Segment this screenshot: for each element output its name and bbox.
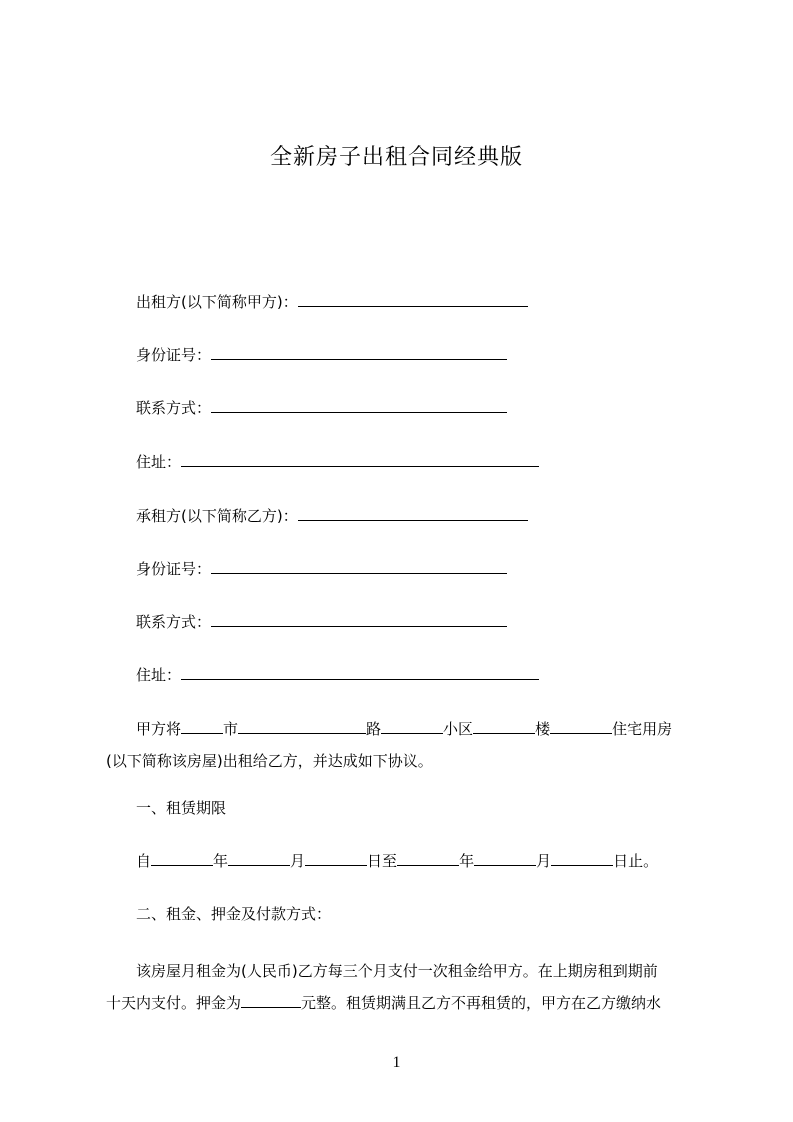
property-text-3: 路 xyxy=(366,720,382,738)
property-text-5: 楼 xyxy=(535,720,551,738)
lease-term-text-6: 月 xyxy=(536,852,552,870)
lessor-name-label: 出租方(以下简称甲方)： xyxy=(136,293,298,311)
rent-paragraph xyxy=(106,955,700,1019)
lessor-address-label: 住址： xyxy=(136,453,182,471)
lessee-contact-line xyxy=(136,610,507,634)
lessee-address-line xyxy=(136,663,539,687)
lease-end-day-blank xyxy=(551,849,613,866)
lessee-contact-blank xyxy=(211,610,507,627)
lessor-contact-blank xyxy=(211,396,507,413)
lease-term-text-7: 日止。 xyxy=(613,852,659,870)
property-line-1 xyxy=(106,713,700,745)
property-text-2: 市 xyxy=(223,720,239,738)
lessor-address-line xyxy=(136,450,539,474)
lease-end-year-blank xyxy=(397,849,459,866)
lessor-id-label: 身份证号： xyxy=(136,346,212,364)
lessee-name-blank xyxy=(298,504,528,521)
property-blank-building xyxy=(473,717,535,734)
deposit-blank xyxy=(241,991,301,1008)
property-blank-road xyxy=(238,717,366,734)
property-blank-unit xyxy=(550,717,612,734)
lessor-contact-label: 联系方式： xyxy=(136,399,212,417)
property-blank-city xyxy=(181,717,223,734)
lessor-address-blank xyxy=(181,450,539,467)
section2-heading: 二、租金、押金及付款方式： xyxy=(136,905,332,923)
page-number: 1 xyxy=(392,1054,401,1071)
lessee-id-line xyxy=(136,557,507,581)
lessee-name-label: 承租方(以下简称乙方)： xyxy=(136,507,298,525)
lessee-name-line xyxy=(136,504,528,528)
lessee-id-label: 身份证号： xyxy=(136,560,212,578)
rent-line-2 xyxy=(106,987,700,1019)
lease-term-line xyxy=(136,849,658,873)
lessor-id-blank xyxy=(211,343,507,360)
rent-line-1: 该房屋月租金为(人民币)乙方每三个月支付一次租金给甲方。在上期房租到期前 xyxy=(136,962,658,980)
lessee-address-blank xyxy=(181,663,539,680)
lease-end-month-blank xyxy=(474,849,536,866)
lease-term-text-1: 自 xyxy=(136,852,152,870)
lease-start-day-blank xyxy=(305,849,367,866)
lessor-name-blank xyxy=(298,290,528,307)
lease-start-month-blank xyxy=(228,849,290,866)
lease-term-text-3: 月 xyxy=(290,852,306,870)
section1-heading: 一、租赁期限 xyxy=(136,799,227,817)
lessee-contact-label: 联系方式： xyxy=(136,613,212,631)
lease-term-text-5: 年 xyxy=(459,852,475,870)
document-title: 全新房子出租合同经典版 xyxy=(269,145,523,170)
property-text-6: 住宅用房 xyxy=(612,720,673,738)
lease-start-year-blank xyxy=(151,849,213,866)
property-line-2: (以下简称该房屋)出租给乙方，并达成如下协议。 xyxy=(106,752,433,770)
property-blank-community xyxy=(381,717,443,734)
property-text-1: 甲方将 xyxy=(136,720,182,738)
property-paragraph xyxy=(106,713,700,777)
rent-text-2: 元整。租赁期满且乙方不再租赁的，甲方在乙方缴纳水 xyxy=(301,994,662,1012)
lease-term-text-4: 日至 xyxy=(367,852,398,870)
lessee-address-label: 住址： xyxy=(136,666,182,684)
lessor-contact-line xyxy=(136,396,507,420)
lessor-id-line xyxy=(136,343,507,367)
property-text-4: 小区 xyxy=(443,720,474,738)
rent-text-1: 十天内支付。押金为 xyxy=(106,994,242,1012)
lease-term-text-2: 年 xyxy=(213,852,229,870)
lessee-id-blank xyxy=(211,557,507,574)
lessor-name-line xyxy=(136,290,528,314)
